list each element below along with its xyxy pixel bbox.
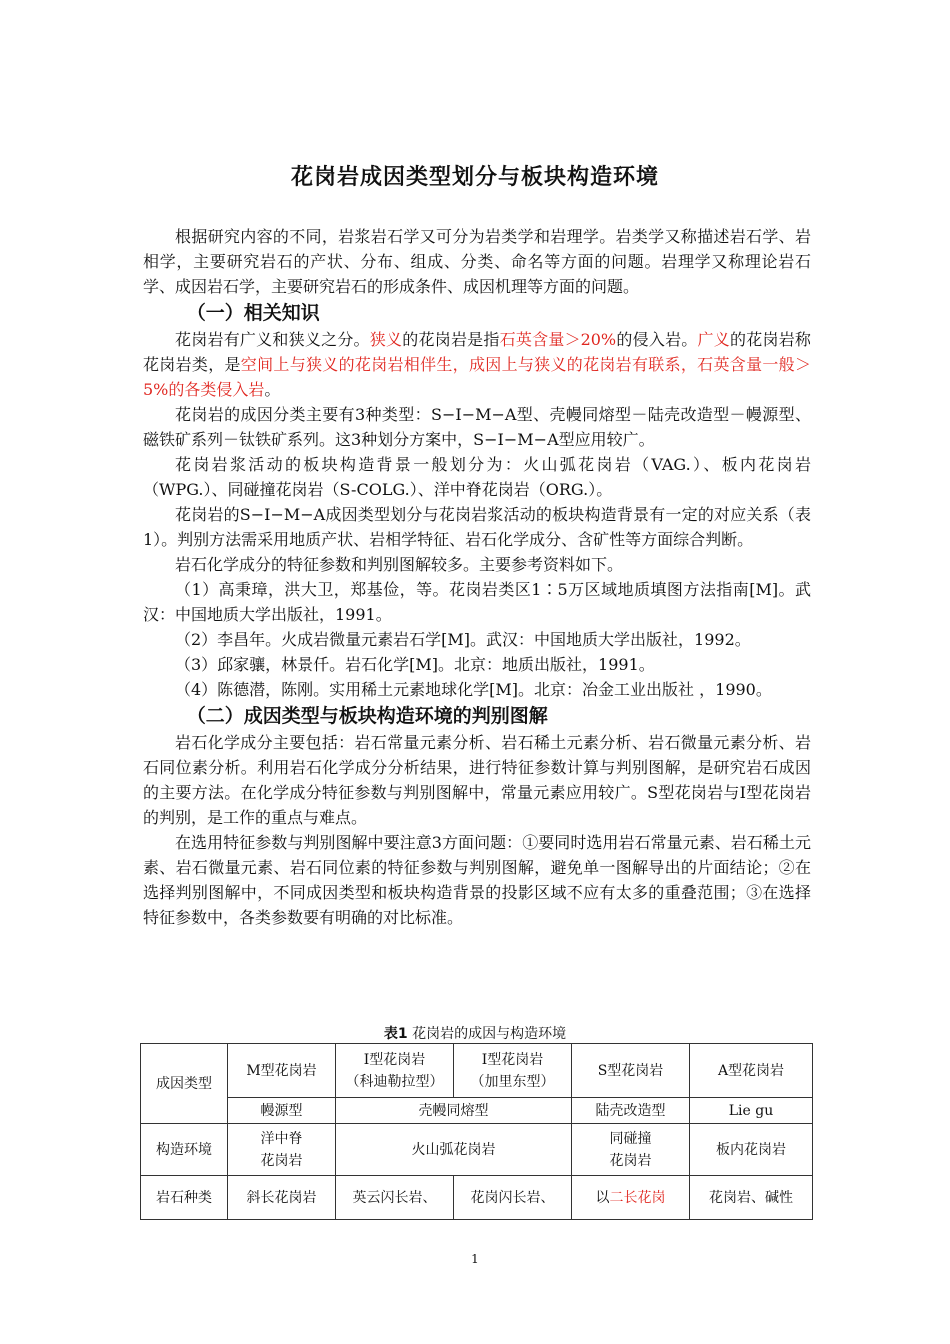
highlight-broad-definition: 空间上与狭义的花岗岩相伴生，成因上与狭义的花岗岩有联系，石英含量一般＞5%的各类侵入岩: [143, 355, 811, 399]
relation-paragraph: 花岗岩的S−I−M−A成因类型划分与花岗岩浆活动的板块构造背景有一定的对应关系（表1）。判别方法需采用地质产状、岩相学特征、岩石化学成分、含矿性等方面综合判断。: [143, 505, 811, 549]
table-cell: 成因类型: [141, 1044, 228, 1124]
granite-table: [140, 1043, 813, 1220]
highlight-quartz: 石英含量＞20%: [499, 330, 617, 349]
tectonic-paragraph: 花岗岩浆活动的板块构造背景一般划分为：火山弧花岗岩（VAG.）、板内花岗岩（WPG.）、同碰撞花岗岩（S-COLG.）、洋中脊花岗岩（ORG.）。: [143, 455, 811, 499]
text-span: 的花岗岩称花岗岩类，是: [143, 330, 811, 374]
cell-line: 花岗岩: [260, 1152, 303, 1169]
table-cell: 板内花岗岩: [690, 1124, 813, 1176]
table-cell: [454, 1044, 572, 1098]
cell-line: I型花岗岩: [363, 1051, 426, 1068]
text-span: 的花岗岩是指: [402, 330, 500, 349]
document-title: 花岗岩成因类型划分与板块构造环境: [290, 165, 659, 190]
table-cell: [228, 1124, 336, 1176]
table-cell: [572, 1176, 690, 1220]
reference-item: （4）陈德潜，陈刚。实用稀土元素地球化学[M]。北京：冶金工业出版社 ，1990。: [175, 680, 772, 699]
reference-item: （1）高秉璋，洪大卫，郑基俭，等。花岗岩类区1∶5万区域地质填图方法指南[M]。武汉：中国地质大学出版社，1991。: [143, 580, 811, 624]
reference-item: （3）邱家骧，林景仟。岩石化学[M]。北京：地质出版社，1991。: [175, 655, 655, 674]
table-cell: 构造环境: [141, 1124, 228, 1176]
page-number: 1: [471, 1252, 479, 1266]
table-cell: 幔源型: [228, 1098, 336, 1124]
notes-paragraph: 在选用特征参数与判别图解中要注意3方面问题：①要同时选用岩石常量元素、岩石稀土元素、岩石微量元素、岩石同位素的特征参数与判别图解，避免单一图解导出的片面结论；②在选择判别图解中，不同成因类型和板块构造背景的投影区域不应有太多的重叠范围；③在选择特征参数中，各类参数要有明确的对比标准。: [143, 833, 811, 927]
table-caption-label: 表1: [383, 1026, 408, 1042]
classification-paragraph: 花岗岩的成因分类主要有3种类型：S−I−M−A型、壳幔同熔型－陆壳改造型－幔源型、磁铁矿系列－钛铁矿系列。这3种划分方案中，S−I−M−A型应用较广。: [143, 405, 811, 449]
table-cell: 花岗闪长岩、: [454, 1176, 572, 1220]
table-cell: M型花岗岩: [228, 1044, 336, 1098]
table-row: [141, 1124, 813, 1176]
cell-highlight: 二长花岗: [609, 1189, 666, 1206]
text-span: 花岗岩有广义和狭义之分。: [175, 330, 370, 349]
cell-text: 以: [595, 1189, 610, 1206]
table-row: [141, 1098, 813, 1124]
definition-paragraph: [143, 327, 811, 402]
cell-line: 洋中脊: [260, 1130, 303, 1147]
cell-line: I型花岗岩: [481, 1051, 544, 1068]
table-cell: 岩石种类: [141, 1176, 228, 1220]
table-cell: 火山弧花岗岩: [336, 1124, 572, 1176]
cell-line: （加里东型）: [470, 1073, 555, 1090]
table-row: [141, 1044, 813, 1098]
highlight-broad: 广义: [697, 330, 730, 349]
intro-paragraph: 根据研究内容的不同，岩浆岩石学又可分为岩类学和岩理学。岩类学又称描述岩石学、岩相学，主要研究岩石的产状、分布、组成、分类、命名等方面的问题。岩理学又称理论岩石学、成因岩石学，主要研究岩石的形成条件、成因机理等方面的问题。: [143, 227, 811, 296]
cell-line: 花岗岩: [609, 1152, 652, 1169]
table-cell: Lie gu: [690, 1098, 813, 1124]
table-cell: 英云闪长岩、: [336, 1176, 454, 1220]
cell-line: 同碰撞: [609, 1130, 652, 1147]
table-cell: 陆壳改造型: [572, 1098, 690, 1124]
section-2-heading: （二）成因类型与板块构造环境的判别图解: [186, 705, 548, 727]
highlight-narrow: 狭义: [369, 330, 403, 349]
table-cell: S型花岗岩: [572, 1044, 690, 1098]
table-caption-text: 花岗岩的成因与构造环境: [412, 1026, 567, 1042]
document-body: [143, 224, 811, 930]
table-cell: 斜长花岗岩: [228, 1176, 336, 1220]
table-cell: [336, 1044, 454, 1098]
references-intro: 岩石化学成分的特征参数和判别图解较多。主要参考资料如下。: [175, 555, 624, 574]
chemistry-paragraph: 岩石化学成分主要包括：岩石常量元素分析、岩石稀土元素分析、岩石微量元素分析、岩石同位素分析。利用岩石化学成分分析结果，进行特征参数计算与判别图解，是研究岩石成因的主要方法。在化学成分特征参数与判别图解中，常量元素应用较广。S型花岗岩与I型花岗岩的判别，是工作的重点与难点。: [143, 733, 811, 827]
table-cell: A型花岗岩: [690, 1044, 813, 1098]
table-cell: 壳幔同熔型: [336, 1098, 572, 1124]
table-caption: [0, 1023, 950, 1043]
text-span: 的侵入岩。: [616, 330, 698, 349]
table-row: [141, 1176, 813, 1220]
text-span: 。: [264, 380, 281, 399]
reference-item: （2）李昌年。火成岩微量元素岩石学[M]。武汉：中国地质大学出版社，1992。: [175, 630, 751, 649]
cell-line: （科迪勒拉型）: [345, 1073, 444, 1090]
section-1-heading: （一）相关知识: [186, 302, 320, 324]
table-cell: [572, 1124, 690, 1176]
table-cell: 花岗岩、碱性: [690, 1176, 813, 1220]
